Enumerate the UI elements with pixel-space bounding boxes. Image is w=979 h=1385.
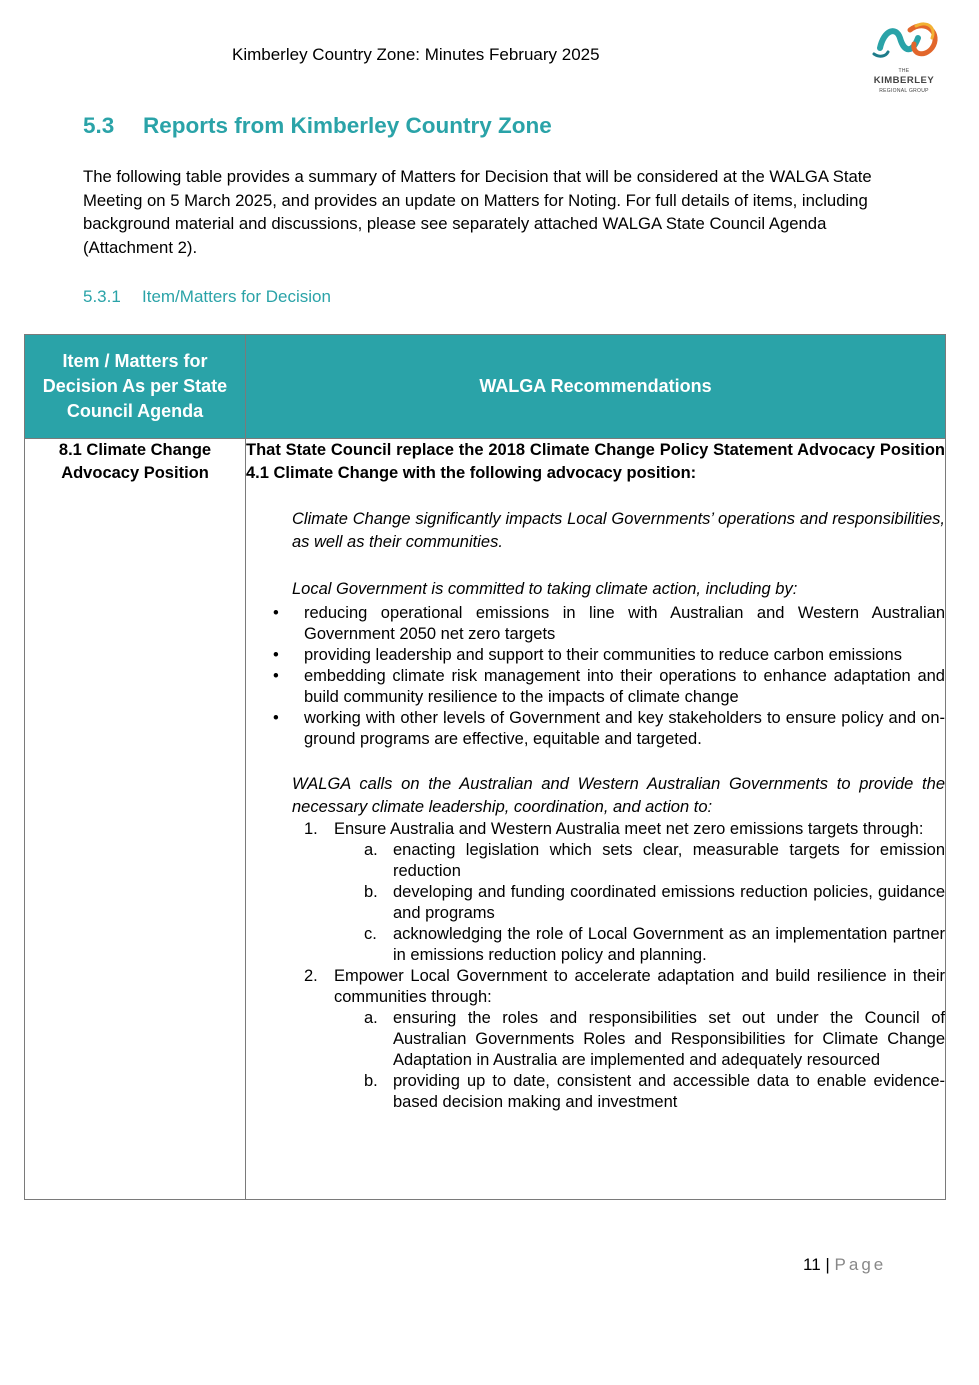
lettered-list-item: b. developing and funding coordinated emissions reduction policies, guidance and programs bbox=[364, 883, 945, 922]
lettered-list-item: c. acknowledging the role of Local Government as an implementation partner in emissions reduction policy and planning. bbox=[364, 925, 945, 964]
recommendation-lead: That State Council replace the 2018 Climate Change Policy Statement Advocacy Position 4.1 Climate Change with the following advocacy position: bbox=[246, 441, 945, 482]
lettered-list-item: b. providing up to date, consistent and accessible data to enable evidence-based decision making and investment bbox=[364, 1072, 945, 1111]
document-header-title: Kimberley Country Zone: Minutes February 2025 bbox=[232, 45, 600, 64]
list-item: • embedding climate risk management into their operations to enhance adaptation and build community resilience to the impacts of climate change bbox=[273, 667, 945, 706]
page-label: Page bbox=[834, 1255, 887, 1274]
logo-wordmark: THE KIMBERLEY REGIONAL GROUP bbox=[873, 68, 935, 94]
numbered-list-item: 1. Ensure Australia and Western Australia meet net zero emissions targets through: bbox=[304, 820, 924, 838]
recommendation-para-2: Local Government is committed to taking climate action, including by: bbox=[292, 580, 798, 598]
table-row bbox=[25, 439, 946, 1200]
page-footer bbox=[803, 1255, 886, 1275]
list-item: • working with other levels of Government and key stakeholders to ensure policy and on-ground programs are effective, equitable and targeted. bbox=[273, 709, 945, 748]
bullet-icon: • bbox=[273, 646, 279, 664]
list-item: • reducing operational emissions in line with Australian and Western Australian Government 2050 net zero targets bbox=[273, 604, 945, 643]
footer-separator: | bbox=[825, 1255, 830, 1274]
lettered-list-item: a. ensuring the roles and responsibilities set out under the Council of Australian Governments Roles and Responsibilities for Climate Change Adaptation in Australia are implemented and adequately resourced bbox=[364, 1009, 945, 1069]
subsection-title: Item/Matters for Decision bbox=[142, 287, 331, 306]
section-number: 5.3 bbox=[83, 113, 115, 138]
commitment-bullet-list bbox=[246, 603, 945, 750]
subsection-heading bbox=[83, 287, 331, 307]
page-number: 11 bbox=[803, 1255, 821, 1274]
recommendation-cell bbox=[246, 439, 946, 1200]
recommendation-para-3: WALGA calls on the Australian and Western Australian Governments to provide the necessary climate leadership, coordination, and action to: bbox=[292, 775, 945, 816]
matters-for-decision-table bbox=[24, 334, 946, 1200]
bullet-icon: • bbox=[273, 604, 279, 622]
lettered-list-item: a. enacting legislation which sets clear, measurable targets for emission reduction bbox=[364, 841, 945, 880]
section-title: Reports from Kimberley Country Zone bbox=[143, 113, 552, 138]
list-item: • providing leadership and support to their communities to reduce carbon emissions bbox=[273, 646, 902, 664]
column-header-item: Item / Matters for Decision As per State Council Agenda bbox=[25, 335, 246, 439]
recommendation-para-1: Climate Change significantly impacts Local Governments’ operations and responsibilities, as well as their communities. bbox=[292, 510, 945, 551]
subsection-number: 5.3.1 bbox=[83, 287, 121, 306]
table-header-row bbox=[25, 335, 946, 439]
numbered-list-item: 2. Empower Local Government to accelerate adaptation and build resilience in their communities through: bbox=[304, 967, 945, 1006]
section-heading bbox=[83, 113, 552, 139]
item-cell: 8.1 Climate Change Advocacy Position bbox=[25, 439, 246, 1200]
intro-paragraph: The following table provides a summary of Matters for Decision that will be considered at the WALGA State Meeting on 5 March 2025, and provides an update on Matters for Noting. For full details of items, including background material and discussions, please see separately attached WALGA State Council Agenda (Attachment 2). bbox=[83, 167, 872, 257]
bullet-icon: • bbox=[273, 667, 279, 685]
bullet-icon: • bbox=[273, 709, 279, 727]
column-header-recommendations: WALGA Recommendations bbox=[246, 335, 946, 439]
